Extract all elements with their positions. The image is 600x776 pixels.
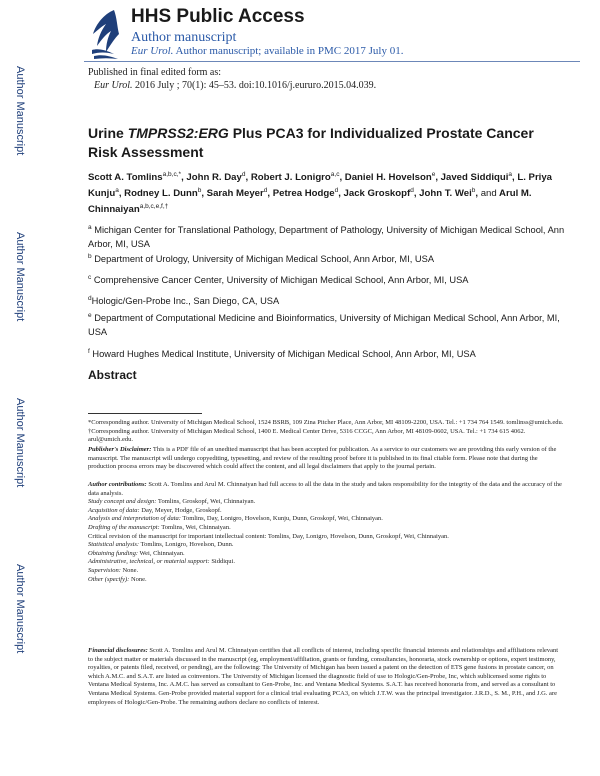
sidebar-author-manuscript-label: Author Manuscript xyxy=(14,564,26,654)
affiliation-text: Department of Computational Medicine and Bioinformatics, University of Michigan Medical School, Ann Arbor, MI, USA xyxy=(88,313,560,337)
footnote-corresponding: *Corresponding author. University of Michigan Medical School, 1524 BSRB, 109 Zina Pitcher Place, Ann Arbor, MI 48109-2200, USA. Tel.: +1 734 764 1549. tomlinss@umich.edu. †Corresponding author. University of Michigan Medical School, 1400 E. Medical Center Drive, 5316 CCGC, Ann Arbor, MI 48109-0602, USA. Tel.: +1 734 615 4062. arul@umich.edu. xyxy=(88,419,564,444)
sidebar-author-manuscript-label: Author Manuscript xyxy=(14,232,26,322)
author-manuscript-subtitle: Author manuscript xyxy=(131,30,237,45)
role-label: Study concept and design: xyxy=(88,498,157,506)
title-gene: TMPRSS2:ERG xyxy=(127,125,229,141)
affiliation xyxy=(88,221,570,251)
journal-availability-line xyxy=(131,45,403,57)
author-name: Robert J. Lonigro xyxy=(250,172,331,184)
contrib-text: Scott A. Tomlins and Arul M. Chinnaiyan had full access to all the data in the study and takes responsibility for the integrity of the data and the accuracy of the data analysis. xyxy=(88,481,562,497)
publication-info xyxy=(88,66,376,92)
contrib-line xyxy=(88,481,564,498)
article-title xyxy=(88,124,558,162)
role-text: Tomlins, Day, Lonigro, Hovelson, Kunju, Dunn, Groskopf, Wei, Chinnaiyan. xyxy=(180,515,383,523)
role-line xyxy=(88,507,564,516)
published-in-label: Published in final edited form as: xyxy=(88,67,222,78)
author-name: John T. Wei xyxy=(419,188,472,200)
author-list: Scott A. Tomlins$^{a,b,c,*}$, John R. Day$^d$, Robert J. Lonigro$^{a,c}$, Daniel H. Hovelson$^e$, Javed Siddiqui$^a$, L. Priya Kunju$^a$, Rodney L. Dunn$^b$, Sarah Meyer$^d$, Petrea Hodge$^d$, Jack Groskopf$^d$, John T. Wei$^b$, and Arul M. Chinnaiyan$^{a,b,c,e,f,\dagger}$ xyxy=(88,171,553,216)
author-name: Sarah Meyer xyxy=(206,188,264,200)
author-affil-sup: d xyxy=(334,187,339,195)
role-text: Wei, Chinnaiyan. xyxy=(138,549,185,557)
author-affil-sup: d xyxy=(410,187,414,195)
author-name: Rodney L. Dunn xyxy=(124,188,198,200)
affiliation-sup: e xyxy=(88,312,92,319)
author-name: Scott A. Tomlins xyxy=(88,172,163,184)
affiliation-sup: c xyxy=(88,274,92,281)
role-line xyxy=(88,498,564,507)
author-affil-sup: a,b,c,* xyxy=(162,171,182,178)
author-affil-sup: a xyxy=(115,187,119,195)
affiliation-text: Howard Hughes Medical Institute, University of Michigan Medical School, Ann Arbor, MI, USA xyxy=(92,349,476,360)
citation-line xyxy=(88,79,376,92)
affiliation xyxy=(88,250,570,267)
author-affil-sup: b xyxy=(197,187,202,195)
role-text: Tomlins, Lonigro, Hovelson, Dunn. xyxy=(139,541,234,549)
author-name: Arul M. Chinnaiyan xyxy=(88,188,532,216)
affiliation-sup: d xyxy=(88,295,92,302)
affiliation-sup: b xyxy=(88,253,92,260)
header-divider xyxy=(84,61,580,62)
footnote-disclaimer xyxy=(88,446,564,472)
role-line xyxy=(88,576,564,585)
citation-details: 2016 July ; 70(1): 45–53. doi:10.1016/j.eururo.2015.04.039. xyxy=(132,80,377,91)
affiliation xyxy=(88,309,570,339)
role-line xyxy=(88,558,564,567)
citation-journal: Eur Urol. xyxy=(94,80,133,91)
affiliation xyxy=(88,345,570,362)
abstract-heading: Abstract xyxy=(88,368,137,382)
authors-and: and xyxy=(480,188,497,200)
affiliation xyxy=(88,271,570,288)
title-part: Urine xyxy=(88,125,128,141)
role-label: Obtaining funding: xyxy=(88,549,139,557)
author-name: John R. Day xyxy=(186,172,242,184)
footnote-contributions xyxy=(88,481,564,584)
affiliation-sup: a xyxy=(88,224,92,231)
role-label: Acquisition of data: xyxy=(88,506,140,514)
footnote-divider xyxy=(88,413,202,414)
disclaimer-label: Publisher's Disclaimer: xyxy=(88,446,152,453)
role-label: Analysis and interpretation of data: xyxy=(88,515,181,523)
role-line xyxy=(88,533,564,542)
title-part: Plus PCA3 for Individualized Prostate Cancer Risk Assessment xyxy=(88,125,534,160)
author-name: L. Priya Kunju xyxy=(88,172,553,200)
author-affil-sup: a,c xyxy=(330,171,340,178)
hhs-eagle-logo-icon xyxy=(84,4,126,60)
author-name: Javed Siddiqui xyxy=(440,172,509,184)
author-affil-sup: a,b,c,e,f,† xyxy=(139,203,169,211)
footnote-financial-disclosures xyxy=(88,647,564,707)
affiliation xyxy=(88,292,570,309)
author-affil-sup: d xyxy=(241,171,246,178)
role-line xyxy=(88,550,564,559)
role-line xyxy=(88,541,564,550)
role-line xyxy=(88,524,564,533)
contrib-label: Author contributions: xyxy=(88,481,147,488)
role-label: Drafting of the manuscript: xyxy=(88,523,160,531)
author-name: Daniel H. Hovelson xyxy=(344,172,432,184)
role-text: Tomlins, Groskopf, Wei, Chinnaiyan. xyxy=(156,498,256,506)
author-name: Jack Groskopf xyxy=(343,188,411,200)
author-affil-sup: d xyxy=(263,187,268,195)
financial-text: Scott A. Tomlins and Arul M. Chinnaiyan certifies that all conflicts of interest, including specific financial interests and relationships and affiliations relevant to the subject matter or materials discussed in the manuscript (eg, employment/affiliation, grants or funding, consultancies, honoraria, stock ownership or options, expert testimony, royalties, or patents filed, received, or pending), are the following: The University of Michigan has been issued a patent on the detection of ETS gene fusions in prostate cancer, on which A.M.C. and S.A.T. are listed as coinventors. The University of Michigan licensed the diagnostic field of use to Hologic/Gen-Probe, Inc, which sublicensed some rights to Ventana Medical Systems, Inc. A.M.C. has served as consultant to Gen-Probe, Inc. and Ventana Medical Systems. S.A.T. has received honoraria from, and served as a consultant to Ventana Medical Systems. Gen-Probe provided material support for a clinical trial evaluating PCA3, on which J.T.W. was the principal investigator. J.R.D., S. M., P.H., and J.G. are employees of Hologic/Gen-Probe. The remaining authors declare no conflicts of interest. xyxy=(88,647,559,706)
role-text: Critical revision of the manuscript for important intellectual content: Tomlins, Day, Lonigro, Hovelson, Dunn, Groskopf, Wei, Chinnaiyan. xyxy=(88,532,449,540)
financial-label: Financial disclosures: xyxy=(88,647,148,654)
affiliation-text: Department of Urology, University of Michigan Medical School, Ann Arbor, MI, USA xyxy=(94,254,435,265)
author-name: Petrea Hodge xyxy=(272,188,335,200)
availability-text: Author manuscript; available in PMC 2017 July 01. xyxy=(173,45,404,57)
affiliation-text: Hologic/Gen-Probe Inc., San Diego, CA, USA xyxy=(91,296,280,307)
disclaimer-text: This is a PDF file of an unedited manuscript that has been accepted for publication. As a service to our customers we are providing this early version of the manuscript. The manuscript will undergo copyediting, typesetting, and review of the resulting proof before it is published in its final citable form. Please note that during the production process errors may be discovered which could affect the content, and all legal disclaimers that apply to the journal pertain. xyxy=(88,446,557,471)
hhs-public-access-title: HHS Public Access xyxy=(131,6,305,27)
role-text: Day, Meyer, Hodge, Groskopf. xyxy=(139,506,222,514)
sidebar-author-manuscript-label: Author Manuscript xyxy=(14,66,26,156)
author-affil-sup: a xyxy=(508,171,513,178)
role-text: Tomlins, Wei, Chinnaiyan. xyxy=(159,523,231,531)
role-text: Siddiqui. xyxy=(209,558,235,566)
role-label: Statistical analysis: xyxy=(88,541,140,549)
author-affil-sup: e xyxy=(431,171,436,178)
role-line xyxy=(88,567,564,576)
affiliation-sup: f xyxy=(88,348,90,355)
role-text: None. xyxy=(129,575,147,583)
role-text: None. xyxy=(120,566,139,574)
sidebar-author-manuscript-label: Author Manuscript xyxy=(14,398,26,488)
affiliation-text: Michigan Center for Translational Pathology, Department of Pathology, University of Michigan Medical School, Ann Arbor, MI, USA xyxy=(88,225,565,249)
role-label: Supervision: xyxy=(88,566,121,574)
role-label: Administrative, technical, or material support: xyxy=(88,558,210,566)
role-line xyxy=(88,515,564,524)
role-label: Other (specify): xyxy=(88,575,130,583)
affiliation-text: Comprehensive Cancer Center, University of Michigan Medical School, Ann Arbor, MI, USA xyxy=(93,275,469,286)
journal-abbrev: Eur Urol. xyxy=(131,45,174,57)
author-affil-sup: b xyxy=(471,187,476,195)
